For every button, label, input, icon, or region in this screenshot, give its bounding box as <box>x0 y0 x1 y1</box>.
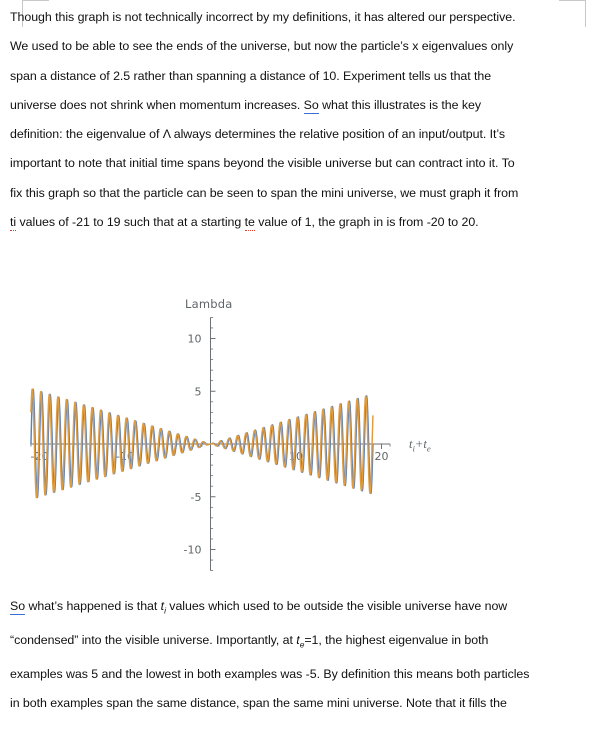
text-line: fix this graph so that the particle can be seen to span the mini universe, we must graph it from <box>10 185 519 200</box>
x-axis-label-t1: t <box>409 437 413 451</box>
text-line: Though this graph is not technically incorrect by my definitions, it has altered our perspective. <box>10 10 516 24</box>
x-axis-label <box>409 437 431 454</box>
text-line-with-grammar-mark <box>10 592 591 626</box>
x-axis-label-t2: t <box>423 437 427 451</box>
text-fragment: values of -21 to 19 such that at a starting <box>16 215 245 230</box>
text-line-with-spelling-marks <box>10 208 591 237</box>
text-line: definition: the eigenvalue of Λ always determines the relative position of an input/output. It’s <box>10 127 506 142</box>
grammar-suggestion-so[interactable]: So <box>303 97 319 112</box>
inline-math-te-sub: e <box>299 639 305 650</box>
text-line: in both examples span the same distance, span the same mini universe. Note that it fills the <box>10 695 507 710</box>
x-axis-label-sub-i: i <box>412 443 415 454</box>
x-axis-tick-label: -10 <box>116 450 134 463</box>
y-axis-tick-label: -5 <box>190 490 202 504</box>
plot-title: Lambda <box>185 297 233 311</box>
x-axis-tick-label: 10 <box>289 450 303 463</box>
text-line: We used to be able to see the ends of the universe, but now the particle’s x eigenvalues only <box>10 39 514 54</box>
y-axis-tick-label: -10 <box>183 543 202 557</box>
lambda-plot-figure <box>0 292 601 587</box>
text-line: span a distance of 2.5 rather than spanning a distance of 10. Experiment tells us that the <box>10 68 492 83</box>
inline-math-te: t <box>296 632 300 647</box>
y-axis-tick-label: 10 <box>187 332 202 346</box>
text-fragment: values which used to be outside the visible universe have now <box>165 599 508 613</box>
inline-math-ti-sub: i <box>164 605 166 616</box>
text-fragment: “condensed” into the visible universe. Importantly, at <box>10 632 297 647</box>
text-line: examples was 5 and the lowest in both examples was -5. By definition this means both particles <box>10 666 530 681</box>
x-axis-tick-label: -20 <box>30 450 49 463</box>
text-line-with-inline-math <box>10 626 591 660</box>
grammar-suggestion-so[interactable]: So <box>10 599 26 613</box>
text-fragment: what’s happened is that <box>25 599 161 613</box>
text-fragment: value of 1, the graph in is from -20 to 20. <box>254 215 479 230</box>
text-fragment: universe does not shrink when momentum increases. <box>10 97 304 112</box>
spelling-error-te[interactable]: te <box>244 215 255 230</box>
text-fragment: =1, the highest eigenvalue in both <box>304 632 489 647</box>
text-line-with-grammar-mark <box>10 91 591 120</box>
spelling-error-ti[interactable]: ti <box>10 215 17 230</box>
x-axis-tick-label: 20 <box>374 450 389 463</box>
text-line: important to note that initial time spans beyond the visible universe but can contract into it. To <box>10 156 515 171</box>
x-axis-label-sub-e: e <box>426 443 431 454</box>
document-text-top <box>10 0 591 237</box>
x-axis-label-plus: + <box>414 437 424 451</box>
text-fragment: what this illustrates is the key <box>318 97 481 112</box>
inline-math-ti: t <box>160 599 165 613</box>
y-axis-tick-label: 5 <box>194 385 202 399</box>
document-text-bottom <box>10 592 591 718</box>
plot-canvas <box>0 292 601 587</box>
